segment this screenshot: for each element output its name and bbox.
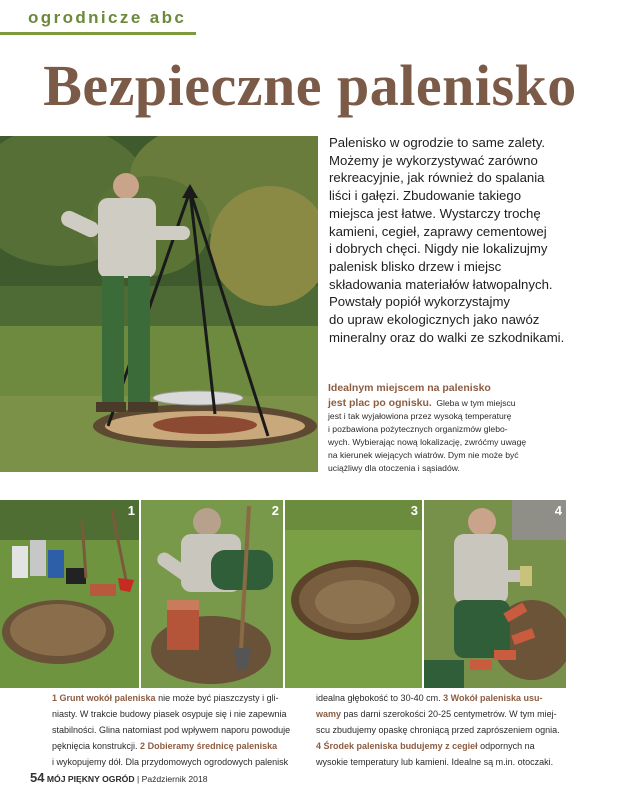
caption-line xyxy=(328,395,598,410)
hero-photo xyxy=(0,136,318,472)
step-highlight: Wokół paleniska usu- xyxy=(450,693,543,703)
caption-body-line: wych. Wybierając nową lokalizację, zwróćmy uwagę xyxy=(328,437,527,447)
caption-body-line: uciążliwy dla otoczenia i sąsiadów. xyxy=(328,463,460,473)
step-number: 3 xyxy=(410,503,418,518)
step-number: 4 xyxy=(554,503,562,518)
intro-line: Możemy je wykorzystywać zarówno xyxy=(329,152,538,168)
intro-line: kamieni, cegieł, zaprawy cementowej xyxy=(329,223,547,239)
footnote-line xyxy=(52,690,308,706)
caption-body-line: i pozbawiona pożytecznych organizmów glebo- xyxy=(328,424,508,434)
footnote-line: wysokie temperatury lub kamieni. Idealne są m.in. otoczaki. xyxy=(316,757,554,767)
footnote-line xyxy=(316,690,574,706)
step-ref-number: 1 xyxy=(52,693,58,703)
footnote-text: odpornych na xyxy=(477,741,535,751)
step-ref-number: 4 xyxy=(316,741,322,751)
intro-line: mineralny oraz do walki ze szkodnikami. xyxy=(329,329,565,345)
caption-title-line: Idealnym miejscem na palenisko xyxy=(328,382,491,394)
intro-line: Palenisko w ogrodzie to same zalety. xyxy=(329,135,545,150)
page-title: Bezpieczne palenisko xyxy=(43,53,577,118)
step-photo-3 xyxy=(285,500,422,688)
caption-body-line: jest i tak wyjałowiona przez wysoką temperaturę xyxy=(328,411,512,421)
intro-line: miejsca jest łatwe. Wystarczy trochę xyxy=(329,205,541,221)
intro-paragraph xyxy=(329,134,591,346)
magazine-name: MÓJ PIĘKNY OGRÓD xyxy=(46,774,135,784)
footnote-text: pęknięcia konstrukcji. xyxy=(52,741,141,751)
footnote-line: niasty. W trakcie budowy piasek osypuje się i nie zapewnia xyxy=(52,709,287,719)
intro-line: palenisk blisko drzew i miejsc xyxy=(329,258,502,274)
step-highlight: Grunt wokół paleniska xyxy=(59,693,156,703)
page-footer xyxy=(30,770,208,785)
footnote-column-1 xyxy=(52,690,308,770)
step-number: 1 xyxy=(127,503,135,518)
footnote-column-2 xyxy=(316,690,574,770)
footnote-text: pas darni szerokości 20-25 centymetrów. W tym miej- xyxy=(341,709,557,719)
step-photo-4 xyxy=(424,500,566,688)
footnote-line: scu zbudujemy opaskę chroniącą przed zaprószeniem ognia. xyxy=(316,725,560,735)
caption-body-line: na kierunek wiejących wiatrów. Dym nie może być xyxy=(328,450,519,460)
step-ref-number: 3 xyxy=(443,693,449,703)
step-highlight: Środek paleniska budujemy z cegieł xyxy=(323,741,478,751)
footnote-line xyxy=(316,706,574,722)
intro-line: składowania materiałów łatwopalnych. xyxy=(329,276,553,292)
footnote-line xyxy=(316,738,574,754)
step-photo-1 xyxy=(0,500,139,688)
footer-separator: | xyxy=(134,774,142,784)
intro-line: rekreacyjnie, jak również do spalania xyxy=(329,170,545,186)
issue-date: Październik 2018 xyxy=(141,774,208,784)
footnote-line: i wykopujemy dół. Dla przydomowych ogrodowych palenisk xyxy=(52,757,289,767)
step-highlight: Dobieramy średnicę paleniska xyxy=(147,741,278,751)
intro-line: Powstały popiół wykorzystajmy xyxy=(329,294,511,310)
section-rule xyxy=(0,32,196,35)
page-number: 54 xyxy=(30,770,45,785)
footnote-line xyxy=(52,738,308,754)
footnote-text: nie może być piaszczysty i gli- xyxy=(155,693,279,703)
step-ref-number: 2 xyxy=(140,741,146,751)
caption-title-line: jest plac po ognisku. xyxy=(328,397,432,409)
section-label: ogrodnicze abc xyxy=(28,8,187,27)
footnote-line: stabilności. Glina natomiast pod wpływem naporu powoduje xyxy=(52,725,291,735)
step-highlight: wamy xyxy=(316,709,342,719)
caption-body-start: Gleba w tym miejscu xyxy=(436,398,516,408)
intro-line: do upraw ekologicznych jako nawóz xyxy=(329,312,540,328)
intro-line: i dobrych chęci. Nigdy nie lokalizujmy xyxy=(329,241,548,257)
footnote-text: idealna głębokość to 30-40 cm. xyxy=(316,693,444,703)
step-number: 2 xyxy=(271,503,279,518)
intro-line: liści i gałęzi. Zbudowanie takiego xyxy=(329,188,522,204)
photo-caption xyxy=(328,382,598,475)
step-photo-2 xyxy=(141,500,283,688)
